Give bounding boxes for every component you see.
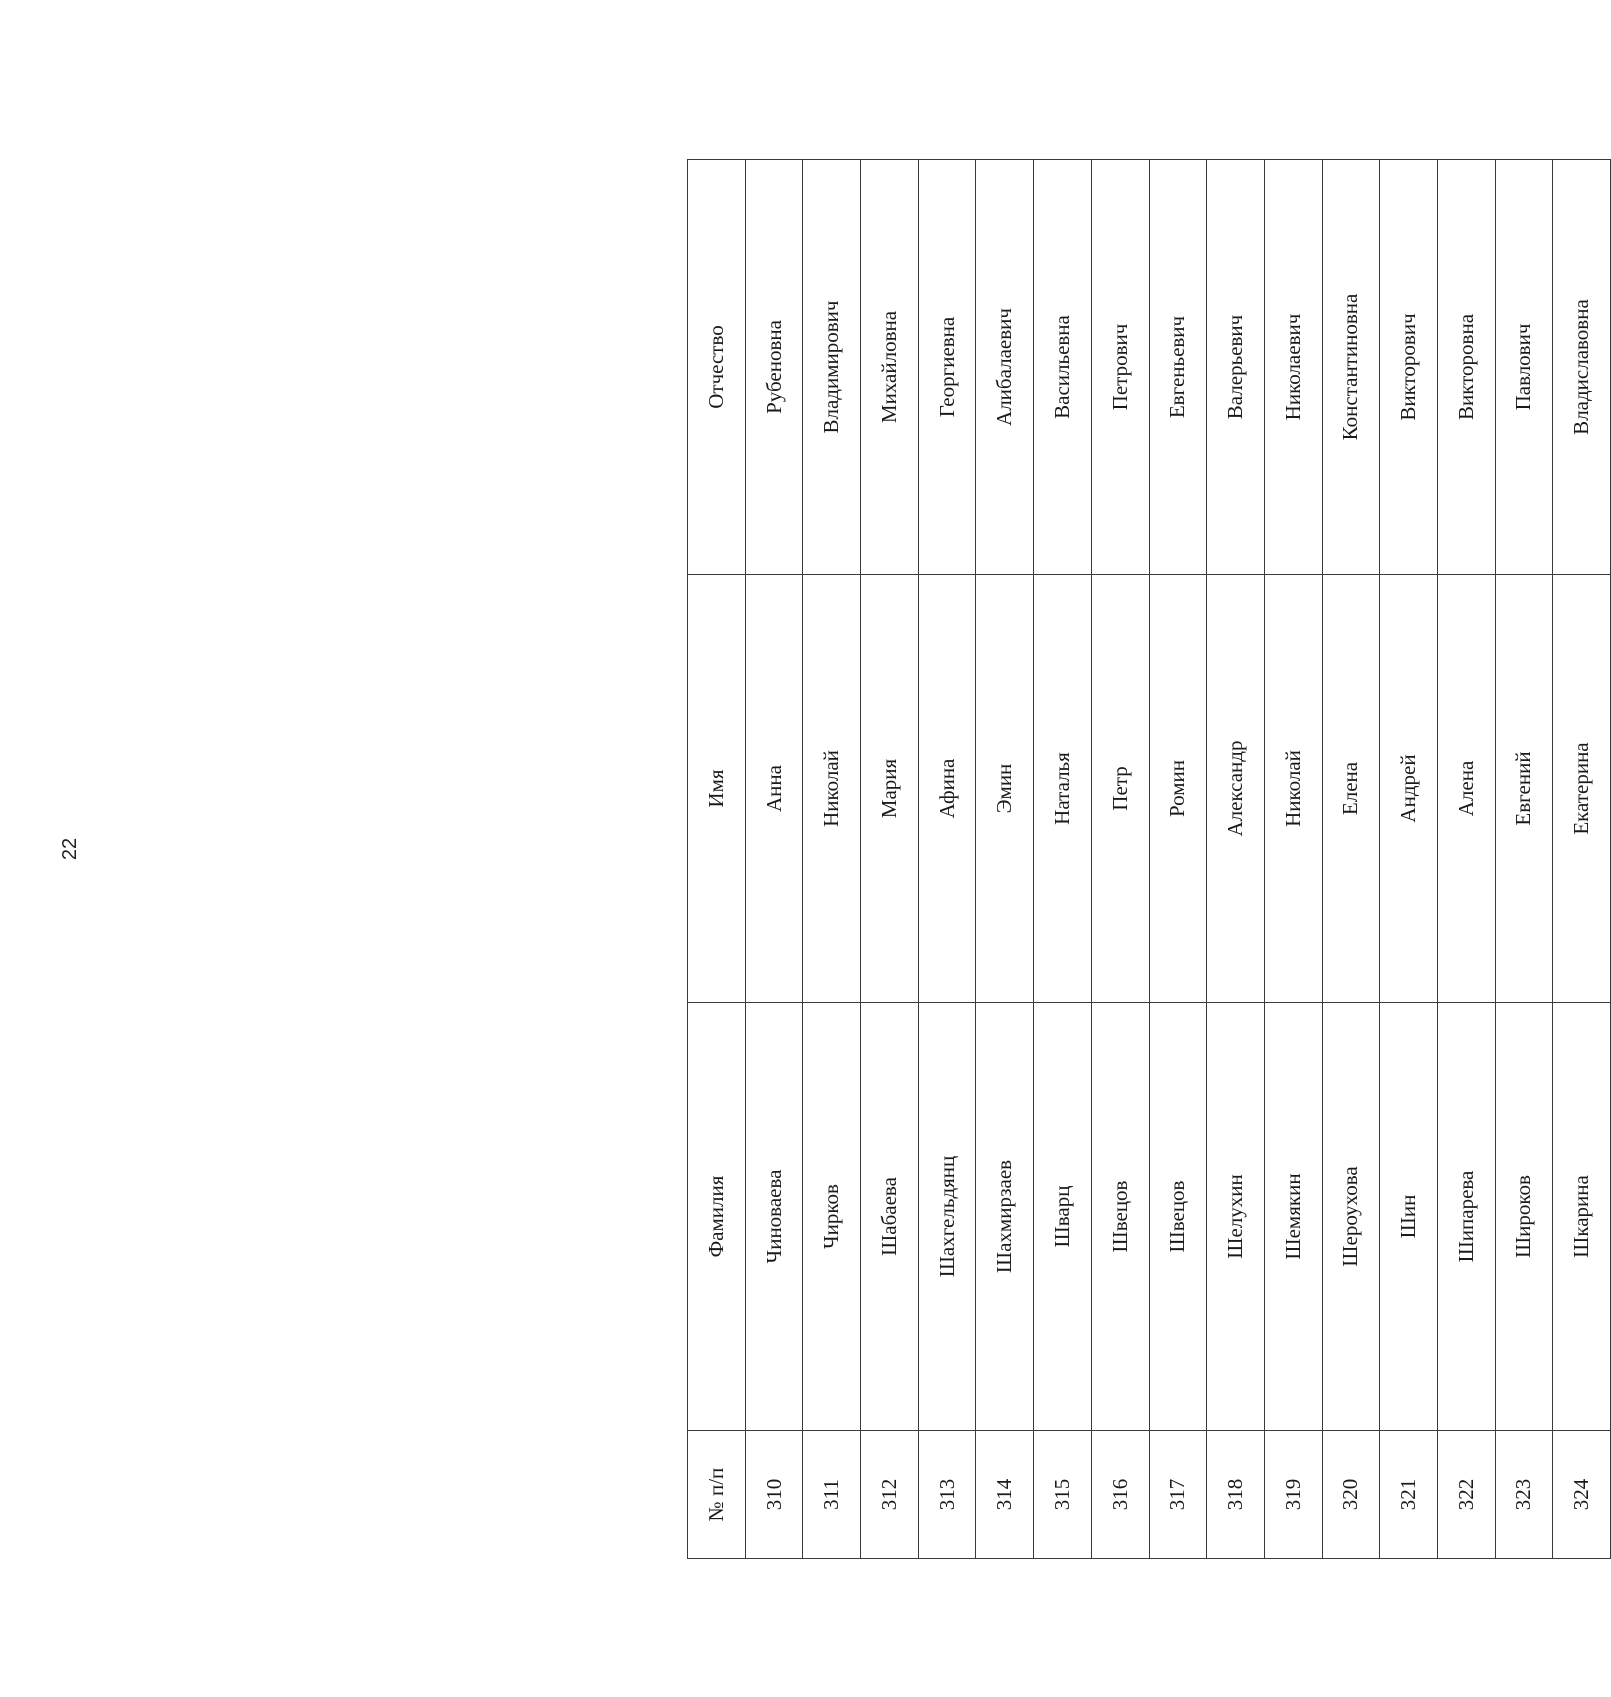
cell-number: 317 — [1149, 1431, 1207, 1559]
cell-number: 321 — [1380, 1431, 1438, 1559]
cell-last-name: Шелухин — [1207, 1003, 1265, 1431]
table-row — [861, 160, 919, 1559]
cell-first-name: Наталья — [1034, 575, 1092, 1003]
table-row — [976, 160, 1034, 1559]
table-row — [918, 160, 976, 1559]
table-row — [1322, 160, 1380, 1559]
table-row — [1495, 160, 1553, 1559]
cell-first-name: Александр — [1207, 575, 1265, 1003]
cell-number: 312 — [861, 1431, 919, 1559]
cell-last-name: Шахмирзаев — [976, 1003, 1034, 1431]
cell-last-name: Широков — [1495, 1003, 1553, 1431]
cell-first-name: Алена — [1437, 575, 1495, 1003]
cell-last-name: Шероухова — [1322, 1003, 1380, 1431]
table-row — [1264, 160, 1322, 1559]
cell-last-name: Шемякин — [1264, 1003, 1322, 1431]
roster-table — [687, 159, 1611, 1559]
cell-first-name: Анна — [745, 575, 803, 1003]
cell-last-name: Шахгельдянц — [918, 1003, 976, 1431]
cell-last-name: Шабаева — [861, 1003, 919, 1431]
cell-middle-name: Владимирович — [803, 160, 861, 575]
cell-middle-name: Михайловна — [861, 160, 919, 575]
cell-number: 320 — [1322, 1431, 1380, 1559]
cell-first-name: Петр — [1091, 575, 1149, 1003]
cell-middle-name: Алибалаевич — [976, 160, 1034, 575]
roster-table-wrapper — [687, 160, 1611, 1559]
cell-last-name: Шварц — [1034, 1003, 1092, 1431]
cell-first-name: Елена — [1322, 575, 1380, 1003]
cell-last-name: Шин — [1380, 1003, 1438, 1431]
cell-last-name: Чирков — [803, 1003, 861, 1431]
cell-last-name: Чиноваева — [745, 1003, 803, 1431]
cell-middle-name: Викторовна — [1437, 160, 1495, 575]
cell-number: 324 — [1553, 1431, 1611, 1559]
table-row — [1553, 160, 1611, 1559]
cell-number: 310 — [745, 1431, 803, 1559]
cell-last-name: Шипарева — [1437, 1003, 1495, 1431]
cell-number: 318 — [1207, 1431, 1265, 1559]
cell-first-name: Екатерина — [1553, 575, 1611, 1003]
cell-number: 322 — [1437, 1431, 1495, 1559]
cell-middle-name: Константиновна — [1322, 160, 1380, 575]
table-header-row — [688, 160, 746, 1559]
cell-middle-name: Валерьевич — [1207, 160, 1265, 575]
cell-last-name: Шкарина — [1553, 1003, 1611, 1431]
cell-number: 315 — [1034, 1431, 1092, 1559]
table-row — [1091, 160, 1149, 1559]
table-row — [1149, 160, 1207, 1559]
cell-middle-name: Васильевна — [1034, 160, 1092, 575]
cell-middle-name: Рубеновна — [745, 160, 803, 575]
cell-first-name: Николай — [1264, 575, 1322, 1003]
header-middle-name: Отчество — [688, 160, 746, 575]
cell-number: 316 — [1091, 1431, 1149, 1559]
cell-last-name: Швецов — [1091, 1003, 1149, 1431]
cell-first-name: Эмин — [976, 575, 1034, 1003]
cell-number: 323 — [1495, 1431, 1553, 1559]
cell-middle-name: Владиславовна — [1553, 160, 1611, 575]
cell-first-name: Мария — [861, 575, 919, 1003]
cell-middle-name: Евгеньевич — [1149, 160, 1207, 575]
cell-middle-name: Викторович — [1380, 160, 1438, 575]
table-row — [1437, 160, 1495, 1559]
cell-middle-name: Петрович — [1091, 160, 1149, 575]
table-row — [1034, 160, 1092, 1559]
header-last-name: Фамилия — [688, 1003, 746, 1431]
header-first-name: Имя — [688, 575, 746, 1003]
cell-first-name: Афина — [918, 575, 976, 1003]
table-row — [745, 160, 803, 1559]
page-number: 22 — [58, 837, 81, 861]
cell-first-name: Ромин — [1149, 575, 1207, 1003]
cell-middle-name: Павлович — [1495, 160, 1553, 575]
table-row — [1380, 160, 1438, 1559]
cell-first-name: Евгений — [1495, 575, 1553, 1003]
cell-middle-name: Николаевич — [1264, 160, 1322, 575]
table-row — [803, 160, 861, 1559]
cell-first-name: Андрей — [1380, 575, 1438, 1003]
cell-number: 311 — [803, 1431, 861, 1559]
cell-last-name: Швецов — [1149, 1003, 1207, 1431]
header-number: № п/п — [688, 1431, 746, 1559]
cell-middle-name: Георгиевна — [918, 160, 976, 575]
cell-number: 314 — [976, 1431, 1034, 1559]
cell-number: 319 — [1264, 1431, 1322, 1559]
cell-number: 313 — [918, 1431, 976, 1559]
table-row — [1207, 160, 1265, 1559]
cell-first-name: Николай — [803, 575, 861, 1003]
roster-table-body — [688, 160, 1611, 1559]
